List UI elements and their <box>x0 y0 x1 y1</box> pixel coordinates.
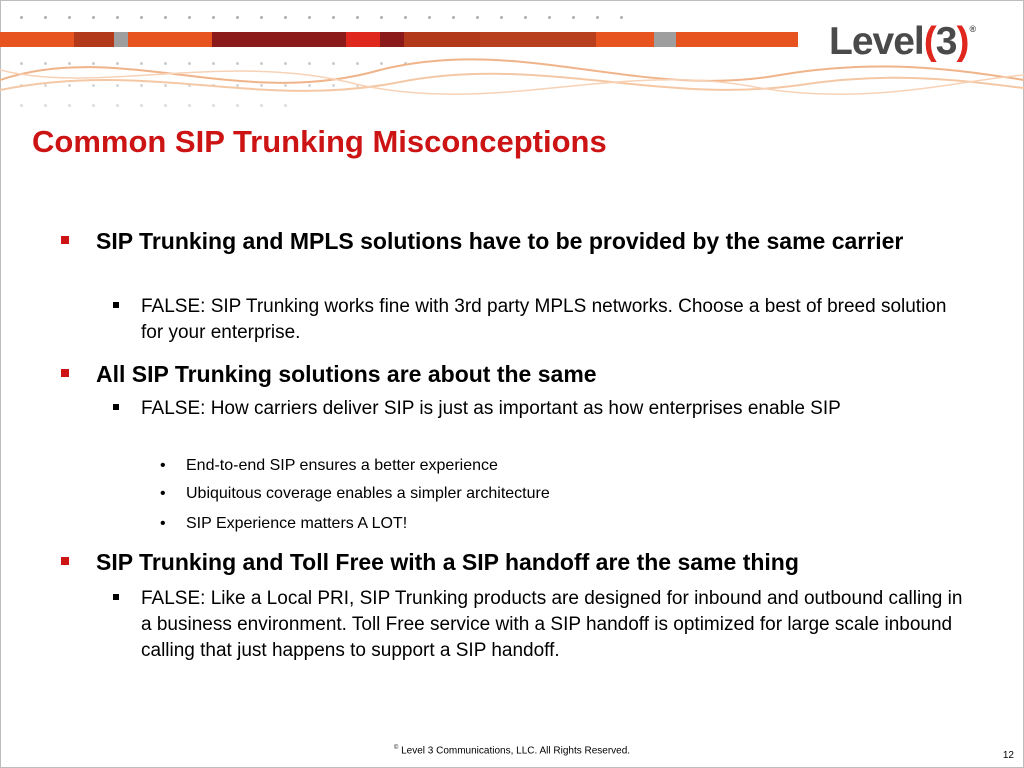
decor-dot <box>380 16 383 19</box>
decor-dot <box>284 16 287 19</box>
dot-bullet-icon: • <box>160 485 166 502</box>
decor-dot <box>212 16 215 19</box>
decor-dot <box>596 16 599 19</box>
copyright-text: Level 3 Communications, LLC. All Rights Reserved. <box>401 745 631 757</box>
page-number: 12 <box>1002 750 1014 761</box>
decor-dot <box>140 16 143 19</box>
dot-bullet-icon: • <box>160 457 166 474</box>
decor-dot <box>404 16 407 19</box>
red-square-bullet-icon <box>61 557 69 565</box>
dot-bullet-icon: • <box>160 515 166 532</box>
decor-dot <box>500 16 503 19</box>
black-square-bullet-icon <box>113 302 119 308</box>
decor-dot <box>428 16 431 19</box>
decor-dot <box>236 16 239 19</box>
decor-dot <box>548 16 551 19</box>
logo-paren-close: ) <box>956 20 969 63</box>
bullet-level2: FALSE: How carriers deliver SIP is just as important as how enterprises enable SIP <box>141 398 841 419</box>
bullet-level2: FALSE: Like a Local PRI, SIP Trunking products are designed for inbound and outbound calling in a business environment. Toll Free service with a SIP handoff is optimized for large scale inbound calling that just happens to support a SIP handoff. <box>141 588 963 661</box>
decor-dot <box>260 16 263 19</box>
decor-dot <box>356 16 359 19</box>
decor-dot <box>572 16 575 19</box>
logo-registered-mark: ® <box>969 24 976 34</box>
black-square-bullet-icon <box>113 594 119 600</box>
bullet-level1: All SIP Trunking solutions are about the same <box>96 361 597 387</box>
logo-digit: 3 <box>935 20 957 63</box>
bullet-level1: SIP Trunking and MPLS solutions have to be provided by the same carrier <box>96 228 904 254</box>
decor-dot <box>332 16 335 19</box>
copyright-symbol: © <box>393 745 399 751</box>
decor-dot <box>44 16 47 19</box>
decor-dot <box>476 16 479 19</box>
level3-logo <box>829 22 975 62</box>
decor-dot <box>188 16 191 19</box>
decor-dot <box>116 16 119 19</box>
bullet-level1: SIP Trunking and Toll Free with a SIP handoff are the same thing <box>96 549 799 575</box>
red-square-bullet-icon <box>61 369 69 377</box>
bullet-level3: Ubiquitous coverage enables a simpler architecture <box>186 485 550 502</box>
decor-dot <box>620 16 623 19</box>
black-square-bullet-icon <box>113 404 119 410</box>
logo-paren-open: ( <box>923 20 936 63</box>
bullet-level2: FALSE: SIP Trunking works fine with 3rd party MPLS networks. Choose a best of breed solution for your enterprise. <box>141 296 947 343</box>
decor-dot <box>20 16 23 19</box>
decor-dot <box>524 16 527 19</box>
decor-dot <box>452 16 455 19</box>
red-square-bullet-icon <box>61 236 69 244</box>
footer-copyright <box>300 745 724 756</box>
decor-dot <box>68 16 71 19</box>
decor-dot <box>164 16 167 19</box>
slide-title: Common SIP Trunking Misconceptions <box>32 124 607 159</box>
decor-dot <box>308 16 311 19</box>
bullet-level3: SIP Experience matters A LOT! <box>186 515 408 532</box>
decor-dot <box>92 16 95 19</box>
bullet-level3: End-to-end SIP ensures a better experience <box>186 457 498 474</box>
logo-text: Level <box>829 20 924 63</box>
